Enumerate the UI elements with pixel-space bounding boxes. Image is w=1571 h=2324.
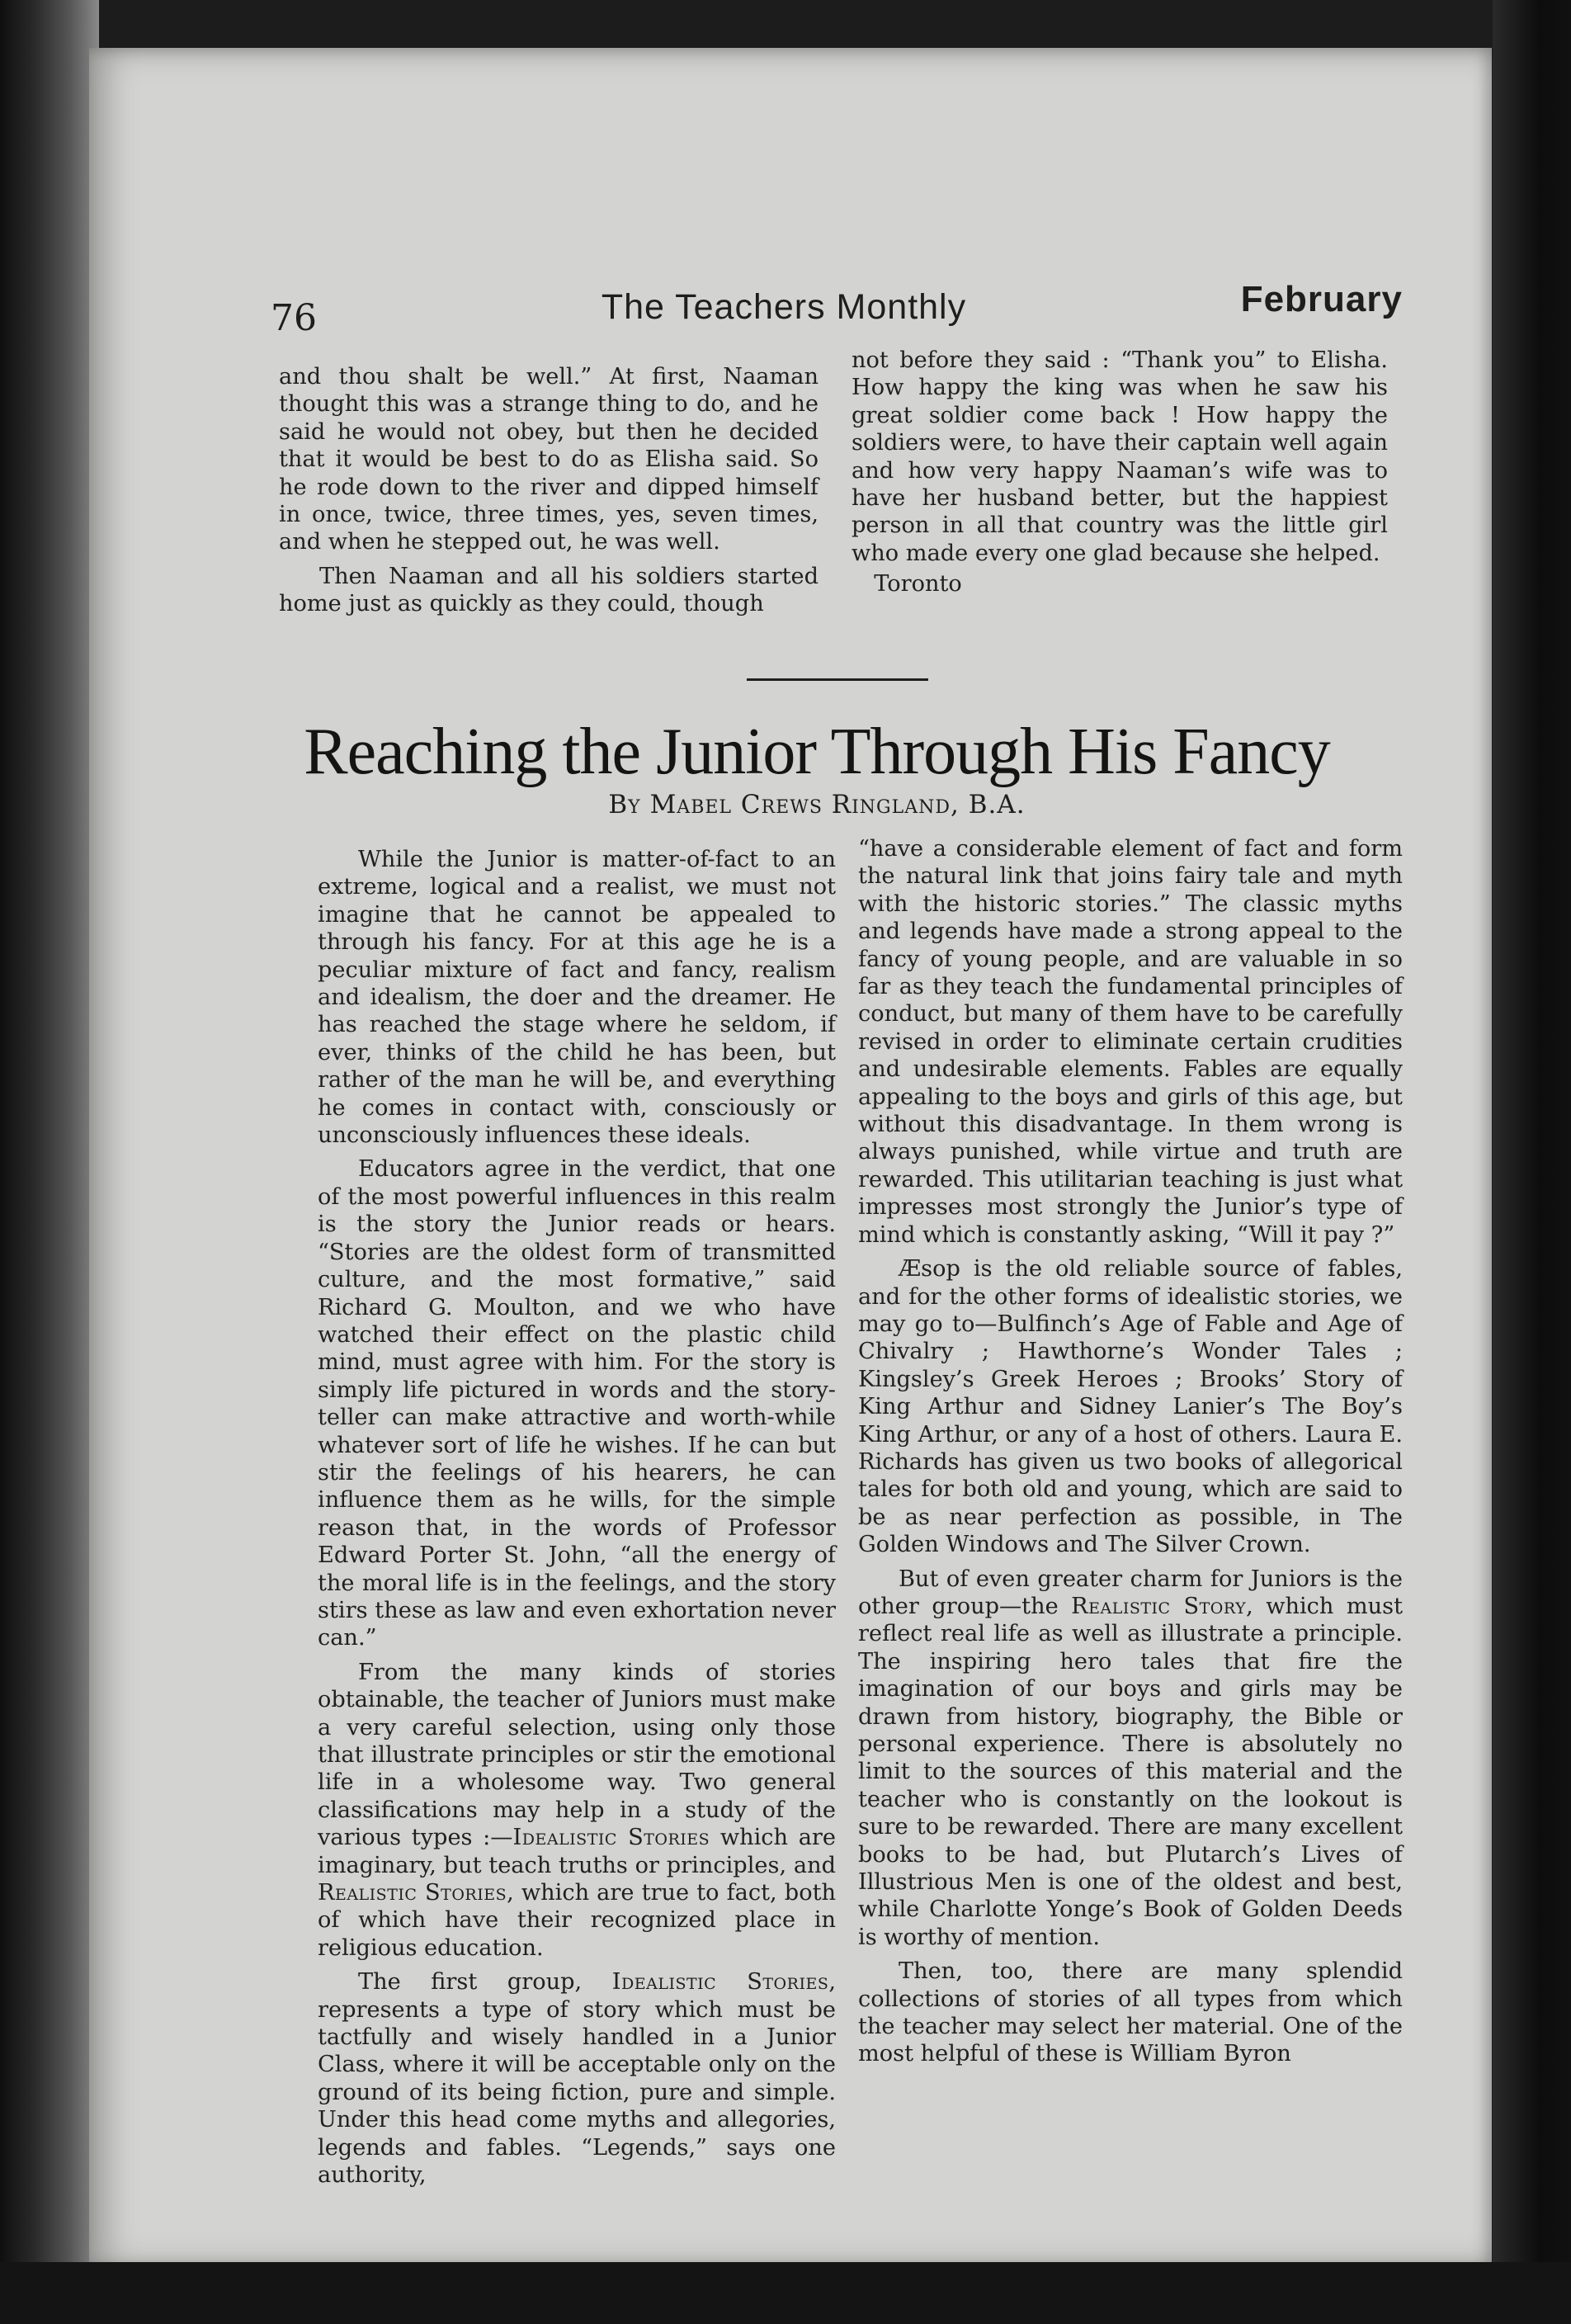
paragraph: Then, too, there are many splendid collections of stories of all types from which the teacher may select her material. One of the most helpful of these is William Byron (858, 1958, 1403, 2067)
scan-bottom-edge (0, 2262, 1571, 2324)
book-edge-right (1493, 0, 1571, 2324)
paragraph: But of even greater charm for Juniors is the other group—the Realistic Story, which must reflect real life as well as illustrate a principle. The inspiring hero tales that fire the imagination of our boys and girls may be drawn from history, biography, the Bible or personal experience. There is absolutely no limit to the sources of this material and the teacher who is constantly on the lookout is sure to be rewarded. There are many excellent books to be had, but Plutarch’s Lives of Illustrious Men is one of the oldest and best, while Charlotte Yonge’s Book of Golden Deeds is worthy of mention. (858, 1566, 1403, 1950)
book-gutter-left (0, 0, 99, 2324)
paragraph: Educators agree in the verdict, that one of the most powerful influences in this realm is the story the Junior reads or hears. “Stories are the oldest form of transmitted culture, and the most formative,” said Richard G. Moulton, and we who have watched their effect on the plastic child mind, must agree with him. For the story is simply life pictured in words and the story-teller can make attractive and worth-while whatever sort of life he wishes. If he can but stir the feelings of his hearers, he can influence them as he wills, for the simple reason that, in the words of Professor Edward Porter St. John, “all the energy of the moral life is in the feelings, and the story stirs these as law and even exhortation never can.” (318, 1156, 836, 1651)
paragraph: “have a considerable element of fact and form the natural link that joins fairy tale and myth with the historic stories.” The classic myths and legends have made a strong appeal to the fancy of young people, and are valuable in so far as they teach the fundamental principles of conduct, but many of them have to be carefully revised in order to eliminate certain crudities and undesirable elements. Fables are equally appealing to the boys and girls of this age, but without this disadvantage. In them wrong is always punished, while virtue and truth are rewarded. This utilitarian teaching is just what impresses most strongly the Junior’s type of mind which is constantly asking, “Will it pay ?” (858, 836, 1403, 1248)
paragraph: Then Naaman and all his soldiers started home just as quickly as they could, though (279, 563, 819, 617)
prev-story-right-column (852, 347, 1388, 598)
paragraph: and thou shalt be well.” At first, Naaman thought this was a strange thing to do, and he said he would not obey, but then he decided that it would be best to do as Elisha said. So he rode down to the river and dipped himself in once, twice, three times, yes, seven times, and when he stepped out, he was well. (279, 364, 819, 555)
article-byline: By Mabel Crews Ringland, B.A. (608, 790, 1026, 820)
term-realistic-stories: Realistic Stories (318, 1880, 507, 1906)
paragraph: Æsop is the old reliable source of fables, and for the other forms of idealistic stories, we may go to—Bulfinch’s Age of Fable and Age of Chivalry ; Hawthorne’s Wonder Tales ; Kingsley’s Greek Heroes ; Brooks’ Story of King Arthur and Sidney Lanier’s The Boy’s King Arthur, or any of a host of others. Laura E. Richards has given us two books of allegorical tales for both old and young, which are said to be as near perfection as possible, in The Golden Windows and The Silver Crown. (858, 1256, 1403, 1558)
article-title: Reaching the Junior Through His Fancy (304, 716, 1330, 788)
paragraph: The first group, Idealistic Stories, represents a type of story which must be tactfully and wisely handled in a Junior Class, where it will be acceptable only on the ground of its being fiction, pure and simple. Under this head come myths and allegories, legends and fables. “Legends,” says one authority, (318, 1969, 836, 2189)
paragraph: not before they said : “Thank you” to Elisha. How happy the king was when he saw his great soldier come back ! How happy the soldiers were, to have their captain well again and how very happy Naaman’s wife was to have her husband better, but the happiest person in all that country was the little girl who made every one glad because she helped. (852, 347, 1388, 566)
term-realistic-story: Realistic Story (1071, 1593, 1247, 1619)
prev-story-left-column (279, 363, 819, 618)
article-right-column (858, 835, 1403, 2068)
page-number: 76 (271, 297, 317, 339)
section-divider (747, 678, 928, 681)
issue-month: February (1240, 279, 1403, 319)
article-left-column (318, 846, 836, 2189)
journal-title: The Teachers Monthly (601, 287, 967, 327)
running-header (182, 272, 1403, 339)
paragraph: While the Junior is matter-of-fact to an extreme, logical and a realist, we must not imagine that he cannot be appealed to through his fancy. For at this age he is a peculiar mixture of fact and fancy, realism and idealism, the doer and the dreamer. He has reached the stage where he seldom, if ever, thinks of the child he has been, but rather of the man he will be, and everything he comes in contact with, consciously or unconsciously influences these ideals. (318, 847, 836, 1149)
term-idealistic-stories: Idealistic Stories (611, 1969, 829, 1996)
term-idealistic-stories: Idealistic Stories (512, 1825, 710, 1851)
place-signature: Toronto (874, 571, 962, 598)
paragraph: From the many kinds of stories obtainable, the teacher of Juniors must make a very careful selection, using only those that illustrate principles or stir the emotional life in a wholesome way. Two general classifications may help in a study of the various types :—Idealistic Stories which are imaginary, but teach truths or principles, and Realistic Stories, which are true to fact, both of which have their recognized place in religious education. (318, 1659, 836, 1961)
